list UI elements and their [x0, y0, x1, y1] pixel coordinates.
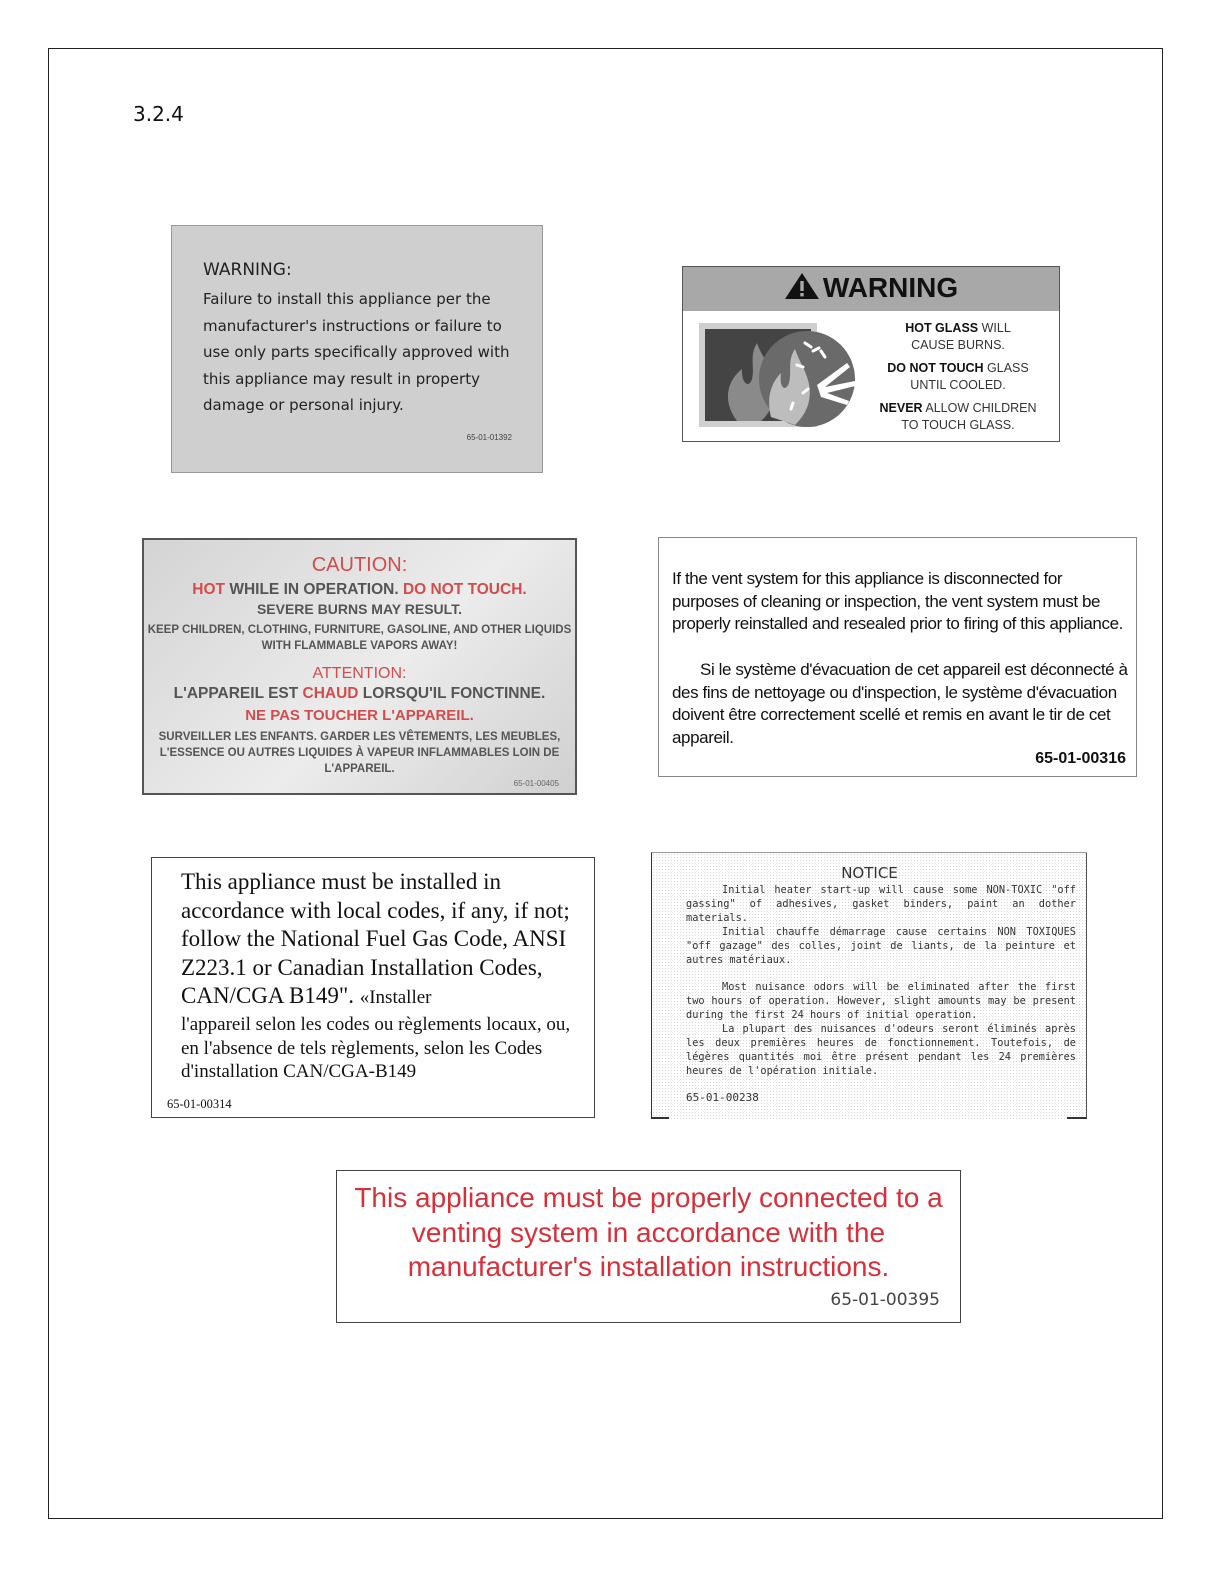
section-number: 3.2.4 — [133, 102, 184, 126]
label-code: 65-01-00395 — [830, 1290, 940, 1310]
label-code: 65-01-00238 — [686, 1091, 759, 1104]
caution-title: CAUTION: — [311, 554, 408, 576]
notice-title: NOTICE — [841, 864, 898, 882]
label-code: 65-01-01392 — [466, 433, 512, 442]
notice-p1: Initial heater start-up will cause some NON-TOXIC "off gassing" of adhesives, gasket binders, paint an dother materials. — [686, 884, 1076, 924]
label-code: 65-01-00314 — [167, 1097, 232, 1111]
label-caution-hot — [142, 538, 577, 795]
caution-keep: KEEP CHILDREN, CLOTHING, FURNITURE, GASOLINE, AND OTHER LIQUIDS WITH FLAMMABLE VAPORS AWAY! — [147, 624, 572, 652]
codes-french: l'appareil selon les codes ou règlements locaux, ou, en l'absence de tels règlements, selon les Codes d'installation CAN/CGA-B149 — [181, 1014, 571, 1082]
attention-ne-pas: NE PAS TOUCHER L'APPAREIL. — [245, 707, 474, 724]
notice-p3: Most nuisance odors will be eliminated after the first two hours of operation. However, slight amounts may be present during the first 24 hours of initial operation. — [686, 981, 1076, 1021]
label-venting-connection — [336, 1170, 961, 1323]
attention-line: L'APPAREIL EST CHAUD LORSQU'IL FONCTINNE. — [173, 685, 546, 702]
label-install-warning — [171, 225, 543, 473]
label-notice — [651, 852, 1087, 1119]
attention-surveiller: SURVEILLER LES ENFANTS. GARDER LES VÊTEMENTS, LES MEUBLES, L'ESSENCE OU AUTRES LIQUIDES À VAPEUR INFLAMMABLES LOIN DE L'APPAREIL. — [158, 731, 561, 775]
codes-english: This appliance must be installed in accordance with local codes, if any, if not; follow the National Fuel Gas Code, ANSI Z223.1 or Canadian Installation Codes, CAN/CGA B149". «Installer — [181, 869, 570, 1008]
vent-english: If the vent system for this appliance is disconnected for purposes of cleaning or inspection, the vent system must be properly reinstalled and resealed prior to firing of this appliance. — [672, 569, 1123, 634]
warning-header-text: WARNING — [822, 272, 959, 303]
vent-french: Si le système d'évacuation de cet appareil est déconnecté à des fins de nettoyage ou d'inspection, le système d'évacuation doivent être correctement scellé et remis en avant le tir de cet appareil. — [672, 660, 1128, 748]
label-body: Failure to install this appliance per the manufacturer's instructions or failure to use only parts specifically approved with this appliance may result in property damage or personal injury. — [203, 290, 510, 414]
label-hot-glass-warning — [682, 266, 1060, 442]
venting-text: This appliance must be properly connected to a venting system in accordance with the manufacturer's installation instructions. — [354, 1182, 943, 1282]
notice-p2: Initial chauffe démarrage cause certains NON TOXIQUES "off gazage" des colles, joint de liants, de la peinture et autres matériaux. — [686, 926, 1076, 966]
hot-glass-hand-icon — [697, 321, 857, 433]
label-code: 65-01-00405 — [513, 779, 559, 788]
attention-title: ATTENTION: — [312, 665, 407, 682]
label-vent-system — [658, 537, 1137, 777]
warning-triangle-icon — [784, 272, 820, 300]
label-local-codes — [151, 857, 595, 1118]
notice-p4: La plupart des nuisances d'odeurs seront éliminés après les deux premières heures de fonctionnement. Toutefois, de légères quantités moi être présent pendant les 24 premières heures de l'opération initiale. — [686, 1023, 1076, 1077]
warning-instructions: HOT GLASS WILL CAUSE BURNS. DO NOT TOUCH GLASS UNTIL COOLED. NEVER ALLOW CHILDREN TO TOUCH GLASS. — [879, 321, 1037, 432]
warning-header — [683, 272, 1059, 304]
caution-line: HOT WHILE IN OPERATION. DO NOT TOUCH. — [192, 581, 527, 598]
label-code: 65-01-00316 — [1035, 750, 1126, 767]
caution-severe: SEVERE BURNS MAY RESULT. — [256, 601, 463, 617]
label-title: WARNING: — [203, 260, 292, 280]
